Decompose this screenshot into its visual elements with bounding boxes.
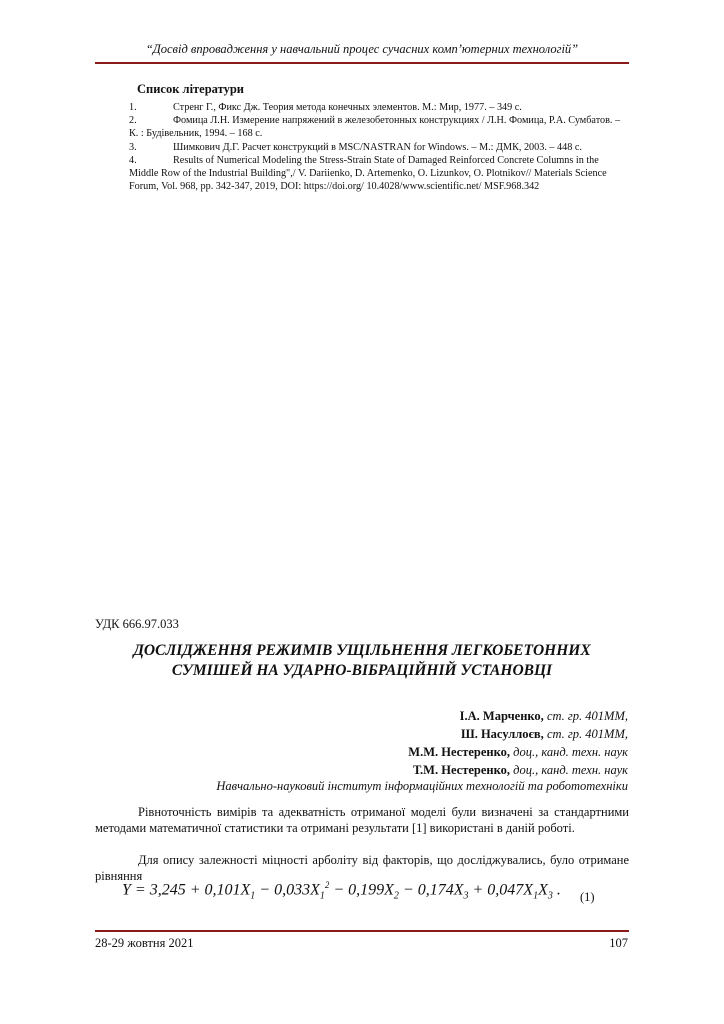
- footer-rule: [95, 930, 629, 932]
- reference-text: Фомица Л.Н. Измерение напряжений в железобетонных конструкциях / Л.Н. Фомица, Р.А. Сумбатов. – К. : Будівельник, 1994. – 168 с.: [129, 115, 621, 139]
- reference-text: Шимкович Д.Г. Расчет конструкций в MSC/NASTRAN for Windows. – М.: ДМК, 2003. – 448 с.: [173, 142, 582, 153]
- equation-number: (1): [580, 890, 595, 904]
- reference-number: 3.: [129, 142, 137, 153]
- reference-text: Results of Numerical Modeling the Stress-Strain State of Damaged Reinforced Concrete Columns in the Middle Row of the Industrial Building",/ V. Dariienko, D. Artemenko, O. Lizunkov, O. Plotnikov// Materials Science Forum, Vol. 968, pp. 342-347, 2019, DOI: https://doi.org/ 10.4028/www.scientific.net/ MSF.968.342: [129, 155, 607, 192]
- running-header: “Досвід впровадження у навчальний процес сучасних комп’ютерних технологій”: [145, 42, 579, 56]
- author-line: [461, 727, 628, 742]
- header-rule: [95, 62, 629, 64]
- author-line: [408, 745, 628, 760]
- author-name: Т.М. Нестеренко,: [412, 763, 511, 777]
- institute: Навчально-науковий інститут інформаційних технологій та робототехніки: [216, 779, 628, 793]
- author-name: І.А. Марченко,: [459, 709, 544, 723]
- body-paragraph: Для опису залежності міцності арболіту від факторів, що досліджувались, було отримане рівняння: [95, 853, 629, 884]
- author-line: [460, 709, 628, 724]
- footer-date: 28-29 жовтня 2021: [95, 936, 194, 950]
- reference-item: [129, 114, 625, 140]
- reference-number: 2.: [129, 115, 137, 126]
- author-name: Ш. Насуллоєв,: [460, 727, 544, 741]
- udc-code: УДК 666.97.033: [95, 617, 179, 631]
- author-name: М.М. Нестеренко,: [408, 745, 511, 759]
- reference-item: [129, 141, 625, 154]
- reference-number: 4.: [129, 155, 137, 166]
- title-line: ДОСЛІДЖЕННЯ РЕЖИМІВ УЩІЛЬНЕННЯ ЛЕГКОБЕТОННИХ: [133, 642, 591, 659]
- reference-item: [129, 154, 625, 193]
- author-desc: ст. гр. 401ММ,: [546, 727, 628, 741]
- body-paragraph: Рівноточність вимірів та адекватність отриманої моделі були визначені за стандартними методами математичної статистики та отримані результати [1] використані в даній роботі.: [95, 805, 629, 836]
- reference-number: 1.: [129, 102, 137, 113]
- article-title: [95, 641, 629, 681]
- reference-text: Стренг Г., Фикс Дж. Теория метода конечных элементов. М.: Мир, 1977. – 349 с.: [173, 102, 522, 113]
- page-number: 107: [609, 936, 628, 950]
- title-line: СУМІШЕЙ НА УДАРНО-ВІБРАЦІЙНІЙ УСТАНОВЦІ: [171, 662, 553, 679]
- references-title: Список літератури: [137, 82, 244, 96]
- regression-equation: $Y = 3,245 + 0,101X_1 - 0,033X_1^2 - 0,199X_2 - 0,174X_3 + 0,047X_1X_3$ .: [122, 880, 561, 902]
- author-desc: ст. гр. 401ММ,: [546, 709, 628, 723]
- author-desc: доц., канд. техн. наук: [513, 763, 628, 777]
- reference-item: [129, 101, 625, 114]
- author-desc: доц., канд. техн. наук: [513, 745, 628, 759]
- author-line: [413, 763, 628, 778]
